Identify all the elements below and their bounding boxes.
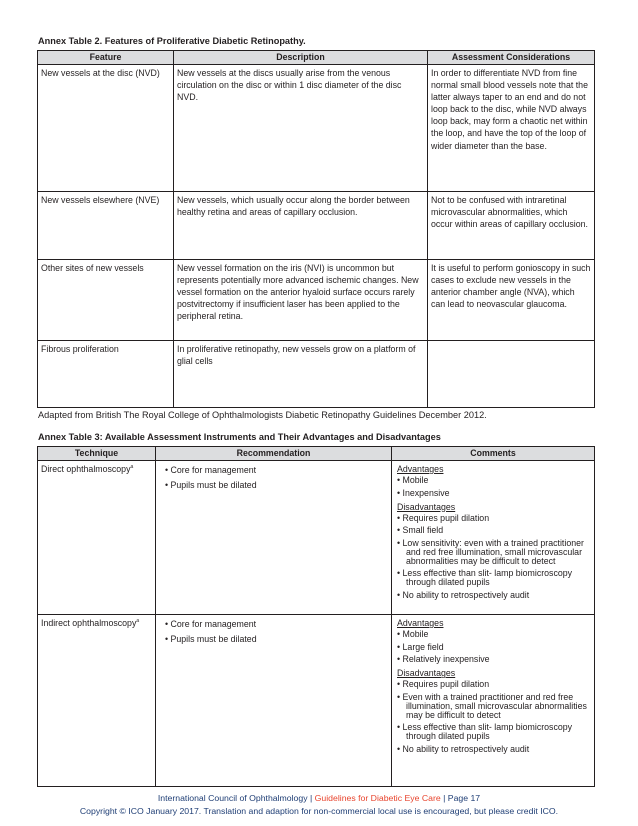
page-footer-line <box>0 793 638 803</box>
advantages-heading: Advantages <box>397 464 444 474</box>
table-header-row <box>38 447 595 461</box>
annex-table-2-caption: Annex Table 2. Features of Proliferative Diabetic Retinopathy. <box>38 36 306 46</box>
description-cell: New vessels at the discs usually arise from the venous circulation on the disc or within 1 disc diameter of the disc NVD. <box>174 65 428 192</box>
technique-name: Indirect ophthalmoscopy <box>41 618 137 628</box>
list-item: • Requires pupil dilation <box>397 514 591 523</box>
column-header-recommendation: Recommendation <box>156 447 392 461</box>
list-item: • Core for management <box>165 618 388 630</box>
list-item: • Relatively inexpensive <box>397 655 591 664</box>
comments-cell <box>392 461 595 615</box>
table-row <box>38 341 595 408</box>
footer-guidelines-title: Guidelines for Diabetic Eye Care <box>314 793 441 803</box>
feature-cell: New vessels elsewhere (NVE) <box>38 192 174 260</box>
list-item: • Large field <box>397 643 591 652</box>
footnote-marker: a <box>136 618 140 625</box>
table-header-row <box>38 51 595 65</box>
feature-cell: New vessels at the disc (NVD) <box>38 65 174 192</box>
footer-org: International Council of Ophthalmology | <box>157 793 315 803</box>
list-item: • Low sensitivity: even with a trained practitioner and red free illumination, small microvascular abnormalities may be difficult to detect <box>397 539 591 566</box>
list-item: • Even with a trained practitioner and red free illumination, small microvascular abnormalities may be difficult to detect <box>397 693 591 720</box>
table-row <box>38 65 595 192</box>
list-item: • No ability to retrospectively audit <box>397 745 591 754</box>
assessment-cell: Not to be confused with intraretinal microvascular abnormalities, which occur within areas of capillary occlusion. <box>428 192 595 260</box>
assessment-cell <box>428 341 595 408</box>
annex-table-2 <box>37 50 595 408</box>
comments-cell <box>392 615 595 787</box>
table-row <box>38 461 595 615</box>
table-row <box>38 615 595 787</box>
list-item: • Core for management <box>165 464 388 476</box>
footer-page-number: | Page 17 <box>440 793 481 803</box>
list-item: • Requires pupil dilation <box>397 680 591 689</box>
annex-table-3 <box>37 446 595 787</box>
technique-cell <box>38 615 156 787</box>
feature-cell: Other sites of new vessels <box>38 260 174 341</box>
technique-cell <box>38 461 156 615</box>
footnote-marker: a <box>130 464 134 471</box>
description-cell: New vessel formation on the iris (NVI) is uncommon but represents potentially more advanced ischemic changes. New vessel formation on the anterior hyaloid surface occurs rarely postvitrectomy if insufficient laser has been applied to the peripheral retina. <box>174 260 428 341</box>
table-row <box>38 192 595 260</box>
list-item: • Inexpensive <box>397 489 591 498</box>
disadvantages-heading: Disadvantages <box>397 501 456 512</box>
assessment-cell: In order to differentiate NVD from fine normal small blood vessels note that the latter always taper to an end and do not loop back to the disc, while NVD always loop back, may form a chaotic net within the loop, and have the top of the loop of wider diameter than the base. <box>428 65 595 192</box>
feature-cell: Fibrous proliferation <box>38 341 174 408</box>
list-item: • Less effective than slit- lamp biomicroscopy through dilated pupils <box>397 569 591 587</box>
column-header-comments: Comments <box>392 447 595 461</box>
column-header-description: Description <box>174 51 428 65</box>
column-header-feature: Feature <box>38 51 174 65</box>
assessment-cell: It is useful to perform gonioscopy in such cases to exclude new vessels in the anterior chamber angle (NVA), which can lead to neovascular glaucoma. <box>428 260 595 341</box>
list-item: • Mobile <box>397 476 591 485</box>
disadvantages-heading: Disadvantages <box>397 668 456 679</box>
description-cell: In proliferative retinopathy, new vessels grow on a platform of glial cells <box>174 341 428 408</box>
column-header-technique: Technique <box>38 447 156 461</box>
list-item: • No ability to retrospectively audit <box>397 591 591 600</box>
list-item: • Less effective than slit- lamp biomicroscopy through dilated pupils <box>397 723 591 741</box>
recommendation-cell <box>156 615 392 787</box>
description-cell: New vessels, which usually occur along the border between healthy retina and areas of capillary occlusion. <box>174 192 428 260</box>
table-row <box>38 260 595 341</box>
technique-name: Direct ophthalmoscopy <box>41 464 131 474</box>
annex-table-3-caption: Annex Table 3: Available Assessment Instruments and Their Advantages and Disadvantages <box>38 432 441 442</box>
footer-copyright: Copyright © ICO January 2017. Translation and adaption for non-commercial local use is encouraged, but please credit ICO. <box>79 806 559 816</box>
source-note: Adapted from British The Royal College of Ophthalmologists Diabetic Retinopathy Guidelines December 2012. <box>38 410 487 420</box>
list-item: • Pupils must be dilated <box>165 633 388 645</box>
advantages-heading: Advantages <box>397 618 444 628</box>
list-item: • Mobile <box>397 630 591 639</box>
recommendation-cell <box>156 461 392 615</box>
list-item: • Pupils must be dilated <box>165 479 388 491</box>
list-item: • Small field <box>397 526 591 535</box>
column-header-assessment: Assessment Considerations <box>428 51 595 65</box>
